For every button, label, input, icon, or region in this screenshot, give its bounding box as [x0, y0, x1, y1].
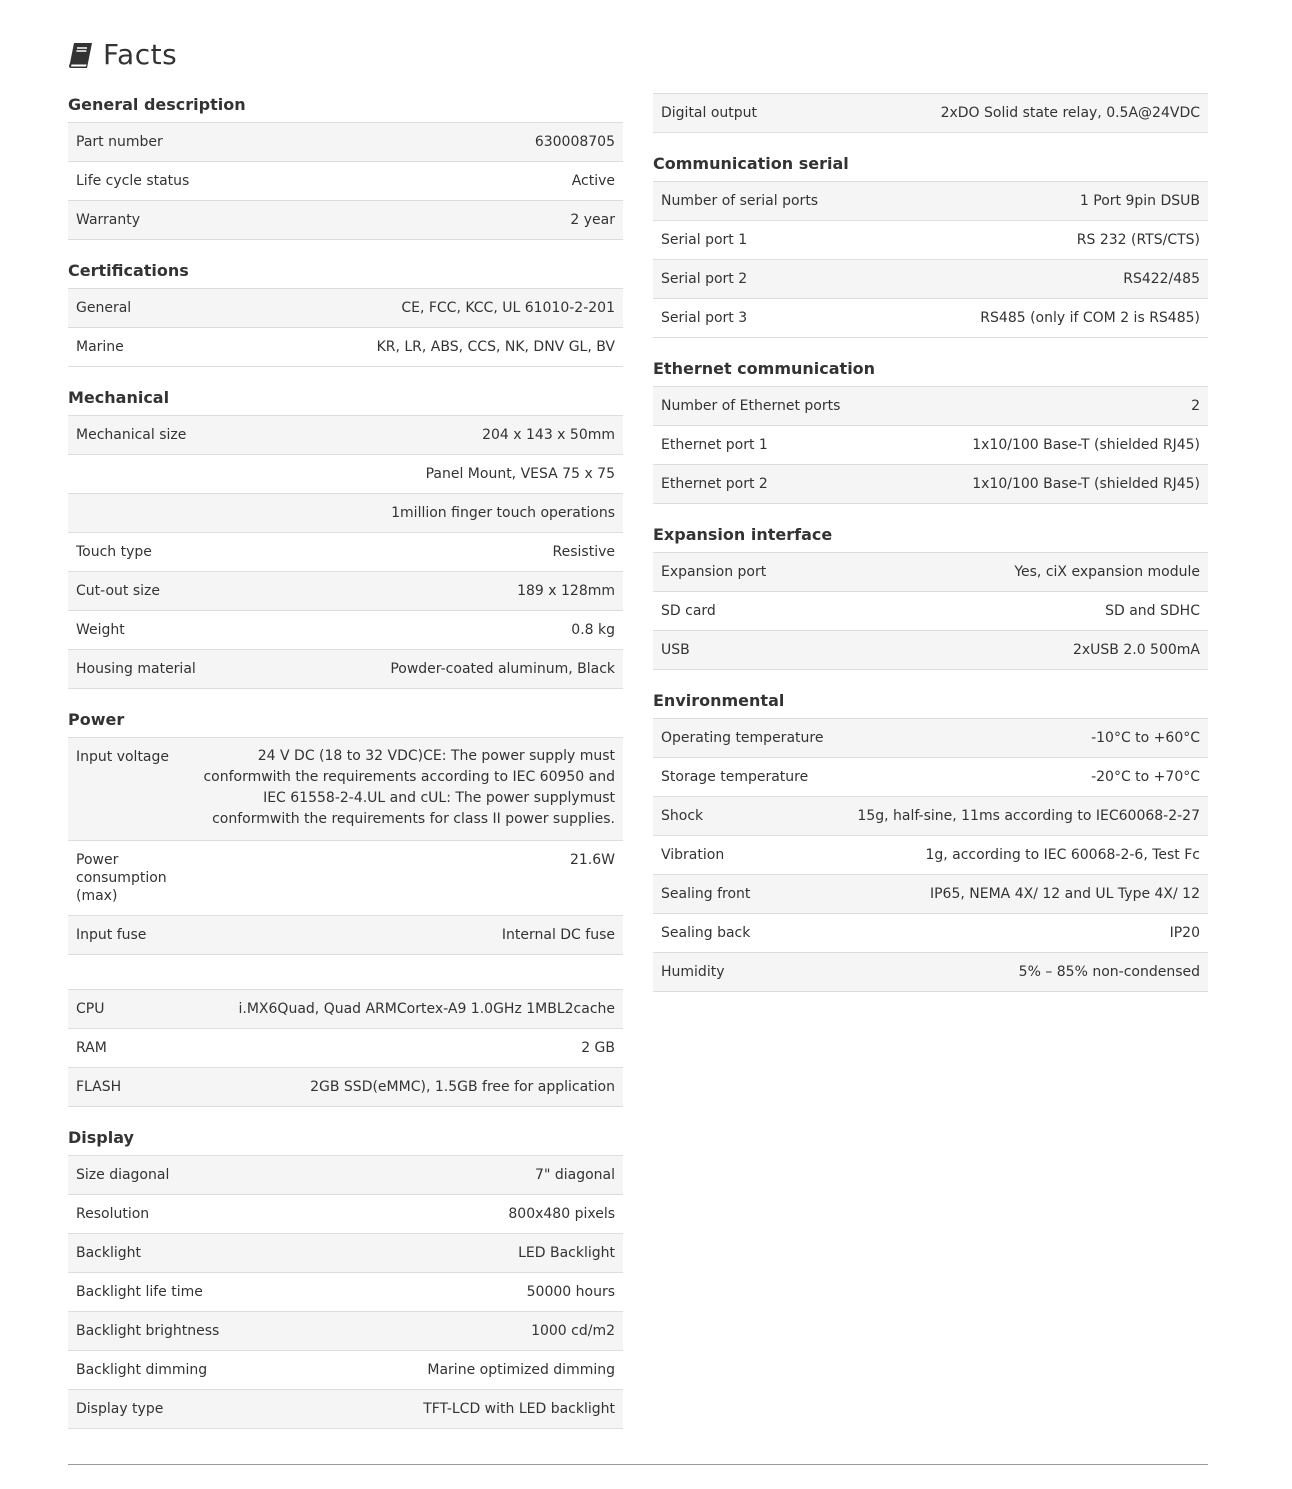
- spec-value: KR, LR, ABS, CCS, NK, DNV GL, BV: [376, 339, 615, 355]
- section-power: [68, 703, 623, 955]
- spec-row-shock: [653, 797, 1208, 836]
- spec-label: Number of serial ports: [661, 193, 819, 209]
- spec-label: Life cycle status: [76, 173, 190, 189]
- spec-label: RAM: [76, 1040, 107, 1056]
- spec-label: Size diagonal: [76, 1167, 170, 1183]
- spec-value: 1 Port 9pin DSUB: [1079, 193, 1200, 209]
- spec-value: Active: [571, 173, 615, 189]
- spec-row-vibration: [653, 836, 1208, 875]
- spec-value: -20°C to +70°C: [1091, 769, 1200, 785]
- spec-row-number-of-serial-ports: [653, 182, 1208, 221]
- spec-row-backlight-dimming: [68, 1351, 623, 1390]
- spec-value: TFT-LCD with LED backlight: [423, 1401, 615, 1417]
- spec-label: Humidity: [661, 964, 725, 980]
- spec-value: 2 GB: [581, 1040, 615, 1056]
- spec-row-cut-out-size: [68, 572, 623, 611]
- spec-label: Backlight: [76, 1245, 142, 1261]
- spec-value: 2: [1191, 398, 1200, 414]
- spec-value: 21.6W: [569, 852, 615, 868]
- spec-value: IP65, NEMA 4X/ 12 and UL Type 4X/ 12: [929, 886, 1200, 902]
- page-header: [67, 38, 177, 71]
- spec-label: Backlight dimming: [76, 1362, 208, 1378]
- spec-row-extra: [68, 494, 623, 533]
- spec-row-sd-card: [653, 592, 1208, 631]
- left-column: [68, 88, 623, 1443]
- spec-row-mechanical-size: [68, 416, 623, 455]
- spec-row-ethernet-port-1: [653, 426, 1208, 465]
- spec-label: Serial port 2: [661, 271, 748, 287]
- spec-row-usb: [653, 631, 1208, 670]
- spec-value: 15g, half-sine, 11ms according to IEC60068-2-27: [857, 808, 1200, 824]
- spec-row-serial-port-3: [653, 299, 1208, 338]
- spec-row-operating-temperature: [653, 719, 1208, 758]
- spec-row-ram: [68, 1029, 623, 1068]
- spec-value: 2xDO Solid state relay, 0.5A@24VDC: [940, 105, 1200, 121]
- spec-label: USB: [661, 642, 690, 658]
- spec-label: General: [76, 300, 132, 316]
- spec-row-backlight-life-time: [68, 1273, 623, 1312]
- spec-value: 2xUSB 2.0 500mA: [1072, 642, 1200, 658]
- spec-row-backlight: [68, 1234, 623, 1273]
- spec-label: Display type: [76, 1401, 164, 1417]
- spec-value: 24 V DC (18 to 32 VDC)CE: The power supply must conformwith the requirements according to IEC 60950 and IEC 61558-2-4.UL and cUL: The power supplymust conformwith the requirements for class II power supplies.: [203, 748, 615, 827]
- spec-table: [653, 552, 1208, 670]
- section-general-description: [68, 88, 623, 240]
- spec-value: CE, FCC, KCC, UL 61010-2-201: [401, 300, 615, 316]
- spec-label: Serial port 1: [661, 232, 748, 248]
- spec-row-ethernet-port-2: [653, 465, 1208, 504]
- section-title: Ethernet communication: [653, 359, 876, 378]
- section-unnamed: [653, 93, 1208, 133]
- spec-value: 50000 hours: [526, 1284, 615, 1300]
- page-title: Facts: [103, 38, 178, 71]
- section-title: Communication serial: [653, 154, 849, 173]
- spec-label: FLASH: [76, 1079, 122, 1095]
- section-expansion-interface: [653, 518, 1208, 670]
- spec-value: Panel Mount, VESA 75 x 75: [425, 466, 615, 482]
- spec-row-display-type: [68, 1390, 623, 1429]
- spec-value: 204 x 143 x 50mm: [482, 427, 615, 443]
- spec-label: Vibration: [661, 847, 725, 863]
- spec-label: Power consumption (max): [76, 852, 167, 904]
- spec-row-expansion-port: [653, 553, 1208, 592]
- spec-row-touch-type: [68, 533, 623, 572]
- spec-row-number-of-ethernet-ports: [653, 387, 1208, 426]
- spec-label: Backlight life time: [76, 1284, 203, 1300]
- spec-value: LED Backlight: [518, 1245, 615, 1261]
- spec-label: Sealing front: [661, 886, 751, 902]
- spec-label: Part number: [76, 134, 163, 150]
- section-communication-serial: [653, 147, 1208, 338]
- spec-row-marine: [68, 328, 623, 367]
- spec-value: 1000 cd/m2: [531, 1323, 615, 1339]
- spec-row-flash: [68, 1068, 623, 1107]
- spec-row-power-consumption-max: [68, 841, 623, 916]
- spec-table: [68, 415, 623, 689]
- section-title: Power: [68, 710, 125, 729]
- spec-row-backlight-brightness: [68, 1312, 623, 1351]
- spec-label: Warranty: [76, 212, 141, 228]
- spec-value: i.MX6Quad, Quad ARMCortex-A9 1.0GHz 1MBL2cache: [238, 1001, 615, 1017]
- spec-row-serial-port-1: [653, 221, 1208, 260]
- spec-label: Resolution: [76, 1206, 150, 1222]
- spec-row-housing-material: [68, 650, 623, 689]
- spec-label: Ethernet port 2: [661, 476, 768, 492]
- spec-value: SD and SDHC: [1105, 603, 1200, 619]
- spec-label: Touch type: [76, 544, 152, 560]
- spec-value: 2 year: [570, 212, 615, 228]
- section-unnamed: [68, 969, 623, 1107]
- section-title: General description: [68, 95, 246, 114]
- spec-row-storage-temperature: [653, 758, 1208, 797]
- spec-row-humidity: [653, 953, 1208, 992]
- section-title: Expansion interface: [653, 525, 833, 544]
- section-environmental: [653, 684, 1208, 992]
- spec-value: Resistive: [552, 544, 615, 560]
- spec-row-life-cycle-status: [68, 162, 623, 201]
- right-column: [653, 93, 1208, 1006]
- spec-row-input-fuse: [68, 916, 623, 955]
- section-title: Display: [68, 1128, 134, 1147]
- section-title: Certifications: [68, 261, 189, 280]
- spec-value: 1x10/100 Base-T (shielded RJ45): [972, 437, 1200, 453]
- spec-value: RS485 (only if COM 2 is RS485): [980, 310, 1200, 326]
- spec-value: RS422/485: [1123, 271, 1200, 287]
- spec-value: Yes, ciX expansion module: [1014, 564, 1200, 580]
- spec-row-resolution: [68, 1195, 623, 1234]
- spec-label: Serial port 3: [661, 310, 748, 326]
- section-certifications: [68, 254, 623, 367]
- footer-divider: [68, 1464, 1208, 1465]
- spec-label: Input voltage: [76, 749, 170, 765]
- spec-value: IP20: [1169, 925, 1200, 941]
- spec-table: [653, 386, 1208, 504]
- spec-table: [68, 1155, 623, 1429]
- spec-row-size-diagonal: [68, 1156, 623, 1195]
- spec-table: [68, 989, 623, 1107]
- spec-row-part-number: [68, 123, 623, 162]
- section-mechanical: [68, 381, 623, 689]
- spec-value: 0.8 kg: [571, 622, 615, 638]
- spec-row-serial-port-2: [653, 260, 1208, 299]
- spec-label: Weight: [76, 622, 125, 638]
- spec-table: [653, 93, 1208, 133]
- spec-table: [68, 122, 623, 240]
- spec-row-input-voltage: [68, 738, 623, 841]
- spec-value: Marine optimized dimming: [427, 1362, 615, 1378]
- spec-label: Backlight brightness: [76, 1323, 220, 1339]
- spec-row-sealing-back: [653, 914, 1208, 953]
- spec-label: Input fuse: [76, 927, 147, 943]
- spec-label: Housing material: [76, 661, 196, 677]
- spec-row-general: [68, 289, 623, 328]
- spec-label: Operating temperature: [661, 730, 824, 746]
- section-ethernet-communication: [653, 352, 1208, 504]
- spec-label: Sealing back: [661, 925, 751, 941]
- spec-row-weight: [68, 611, 623, 650]
- spec-value: -10°C to +60°C: [1091, 730, 1200, 746]
- section-spacer: [68, 969, 623, 989]
- section-display: [68, 1121, 623, 1429]
- spec-value: Powder-coated aluminum, Black: [390, 661, 615, 677]
- spec-value: 1million finger touch operations: [391, 505, 615, 521]
- spec-value: 630008705: [534, 134, 615, 150]
- spec-label: Number of Ethernet ports: [661, 398, 841, 414]
- spec-value: 1x10/100 Base-T (shielded RJ45): [972, 476, 1200, 492]
- spec-label: SD card: [661, 603, 716, 619]
- spec-label: Mechanical size: [76, 427, 187, 443]
- spec-label: Digital output: [661, 105, 758, 121]
- spec-table: [653, 718, 1208, 992]
- spec-label: Marine: [76, 339, 124, 355]
- spec-table: [68, 288, 623, 367]
- spec-value: RS 232 (RTS/CTS): [1076, 232, 1200, 248]
- section-title: Environmental: [653, 691, 785, 710]
- spec-label: Shock: [661, 808, 704, 824]
- spec-row-digital-output: [653, 94, 1208, 133]
- spec-table: [68, 737, 623, 955]
- spec-label: Expansion port: [661, 564, 767, 580]
- spec-label: Storage temperature: [661, 769, 809, 785]
- spec-label: Cut-out size: [76, 583, 160, 599]
- spec-label: CPU: [76, 1001, 105, 1017]
- spec-table: [653, 181, 1208, 338]
- spec-value: 1g, according to IEC 60068-2-6, Test Fc: [925, 847, 1200, 863]
- spec-value: 5% – 85% non-condensed: [1018, 964, 1200, 980]
- section-title: Mechanical: [68, 388, 170, 407]
- spec-value: 2GB SSD(eMMC), 1.5GB free for application: [310, 1079, 615, 1095]
- book-icon: [67, 41, 95, 69]
- spec-row-cpu: [68, 990, 623, 1029]
- spec-row-extra: [68, 455, 623, 494]
- spec-row-warranty: [68, 201, 623, 240]
- spec-label: Ethernet port 1: [661, 437, 768, 453]
- spec-row-sealing-front: [653, 875, 1208, 914]
- spec-value: 189 x 128mm: [517, 583, 615, 599]
- spec-value: Internal DC fuse: [501, 927, 615, 943]
- spec-value: 800x480 pixels: [508, 1206, 615, 1222]
- spec-value: 7" diagonal: [535, 1167, 615, 1183]
